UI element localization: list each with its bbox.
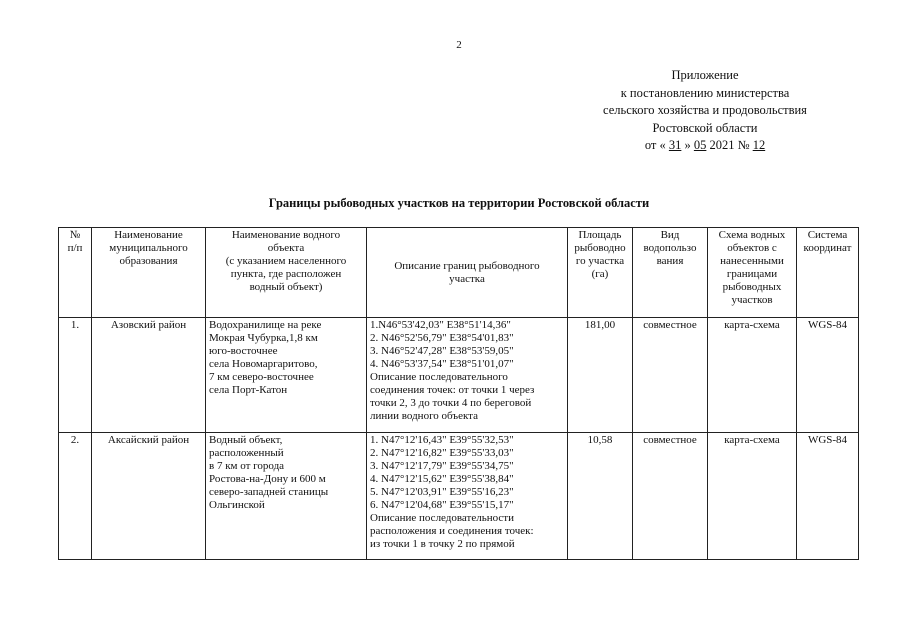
cell-num: 1. bbox=[59, 318, 92, 433]
cell-line: 2. N47°12'16,82" E39°55'33,03" bbox=[370, 447, 514, 459]
cell-line: 3. N47°12'17,79" E39°55'34,75" bbox=[370, 460, 514, 472]
cell-line: расположения и соединения точек: bbox=[370, 525, 534, 537]
cell-line: 1.N46°53'42,03" E38°51'14,36" bbox=[370, 319, 511, 331]
header-water-object bbox=[206, 228, 367, 318]
header-line: рыбоводно bbox=[574, 242, 626, 254]
header-line: Вид bbox=[660, 229, 680, 241]
date-month: 05 bbox=[693, 138, 707, 152]
boundaries-table bbox=[58, 227, 859, 560]
date-day: 31 bbox=[668, 138, 682, 152]
cell-use-type: совместное bbox=[633, 318, 708, 433]
cell-coord-system: WGS-84 bbox=[797, 318, 859, 433]
header-line: Описание границ рыбоводного bbox=[394, 259, 540, 272]
appendix-line: к постановлению министерства bbox=[620, 85, 790, 100]
cell-use-type: совместное bbox=[633, 433, 708, 560]
cell-line: Ольгинской bbox=[209, 499, 265, 511]
cell-line: юго-восточнее bbox=[209, 345, 278, 357]
cell-line: Описание последовательности bbox=[370, 512, 514, 524]
header-line: (га) bbox=[591, 268, 609, 280]
cell-line: Описание последовательного bbox=[370, 371, 508, 383]
header-line: границами bbox=[726, 268, 778, 280]
cell-line: Водный объект, bbox=[209, 434, 283, 446]
cell-water-object bbox=[206, 433, 367, 560]
header-line: пункта, где расположен bbox=[230, 268, 342, 280]
header-scheme bbox=[708, 228, 797, 318]
header-use-type bbox=[633, 228, 708, 318]
header-line: водопользо bbox=[643, 242, 697, 254]
cell-boundaries bbox=[367, 318, 568, 433]
header-line: Схема водных bbox=[718, 229, 786, 241]
header-line: п/п bbox=[67, 242, 83, 254]
date-year: 2021 № bbox=[709, 138, 750, 152]
cell-area: 181,00 bbox=[568, 318, 633, 433]
date-prefix: от « bbox=[644, 138, 666, 152]
header-line: Наименование bbox=[114, 229, 183, 241]
table-header-row bbox=[59, 228, 859, 318]
date-mid: » bbox=[684, 138, 691, 152]
header-line: участков bbox=[731, 294, 773, 306]
header-boundaries bbox=[367, 228, 568, 318]
header-num bbox=[59, 228, 92, 318]
header-line: водный объект) bbox=[249, 281, 323, 293]
cell-line: в 7 км от города bbox=[209, 460, 285, 472]
cell-line: 4. N47°12'15,62" E39°55'38,84" bbox=[370, 473, 514, 485]
cell-municipality: Аксайский район bbox=[92, 433, 206, 560]
cell-line: точки 2, 3 до точки 4 по береговой bbox=[370, 397, 532, 409]
header-line: рыбоводных bbox=[722, 281, 782, 293]
cell-water-object bbox=[206, 318, 367, 433]
cell-line: Водохранилище на реке bbox=[209, 319, 322, 331]
header-line: объектов с bbox=[727, 242, 777, 254]
header-line: Система bbox=[807, 229, 848, 241]
header-line: объекта bbox=[267, 242, 305, 254]
cell-num: 2. bbox=[59, 433, 92, 560]
cell-municipality: Азовский район bbox=[92, 318, 206, 433]
cell-line: 4. N46°53'37,54" E38°51'01,07" bbox=[370, 358, 514, 370]
cell-line: расположенный bbox=[209, 447, 284, 459]
header-municipality bbox=[92, 228, 206, 318]
header-line: муниципального bbox=[109, 242, 188, 254]
header-line: координат bbox=[803, 242, 852, 254]
appendix-date bbox=[560, 137, 850, 155]
cell-line: из точки 1 в точку 2 по прямой bbox=[370, 538, 515, 550]
cell-line: села Новомаргаритово, bbox=[209, 358, 318, 370]
cell-line: 2. N46°52'56,79" E38°54'01,83" bbox=[370, 332, 514, 344]
appendix-line: Приложение bbox=[671, 68, 739, 82]
cell-scheme: карта-схема bbox=[708, 318, 797, 433]
decree-number: 12 bbox=[752, 138, 766, 152]
header-area bbox=[568, 228, 633, 318]
appendix-line: Ростовской области bbox=[652, 120, 758, 135]
header-line: Площадь bbox=[578, 229, 622, 241]
cell-line: 6. N47°12'04,68" E39°55'15,17" bbox=[370, 499, 514, 511]
header-line: образования bbox=[119, 255, 178, 267]
header-coord-system bbox=[797, 228, 859, 318]
cell-boundaries bbox=[367, 433, 568, 560]
cell-line: Мокрая Чубурка,1,8 км bbox=[209, 332, 318, 344]
header-line: вания bbox=[656, 255, 684, 267]
cell-line: 7 км северо-восточнее bbox=[209, 371, 314, 383]
header-line: участка bbox=[449, 272, 485, 285]
header-line: го участка bbox=[575, 255, 625, 267]
header-line: Наименование водного bbox=[231, 229, 341, 241]
cell-area: 10,58 bbox=[568, 433, 633, 560]
header-line: (с указанием населенного bbox=[225, 255, 347, 267]
cell-line: 5. N47°12'03,91" E39°55'16,23" bbox=[370, 486, 514, 498]
table-row bbox=[59, 433, 859, 560]
document-title: Границы рыбоводных участков на территории Ростовской области bbox=[268, 196, 650, 210]
table-row bbox=[59, 318, 859, 433]
cell-line: села Порт-Катон bbox=[209, 384, 288, 396]
cell-line: 3. N46°52'47,28" E38°53'59,05" bbox=[370, 345, 514, 357]
page-number: 2 bbox=[456, 39, 462, 51]
header-line: нанесенными bbox=[720, 255, 784, 267]
appendix-line: сельского хозяйства и продовольствия bbox=[603, 103, 807, 117]
cell-line: северо-западней станицы bbox=[209, 486, 329, 498]
cell-line: 1. N47°12'16,43" E39°55'32,53" bbox=[370, 434, 514, 446]
cell-coord-system: WGS-84 bbox=[797, 433, 859, 560]
cell-line: линии водного объекта bbox=[370, 410, 478, 422]
cell-scheme: карта-схема bbox=[708, 433, 797, 560]
appendix-block bbox=[560, 67, 850, 155]
cell-line: соединения точек: от точки 1 через bbox=[370, 384, 535, 396]
cell-line: Ростова-на-Дону и 600 м bbox=[209, 473, 326, 485]
header-line: № bbox=[69, 229, 81, 241]
